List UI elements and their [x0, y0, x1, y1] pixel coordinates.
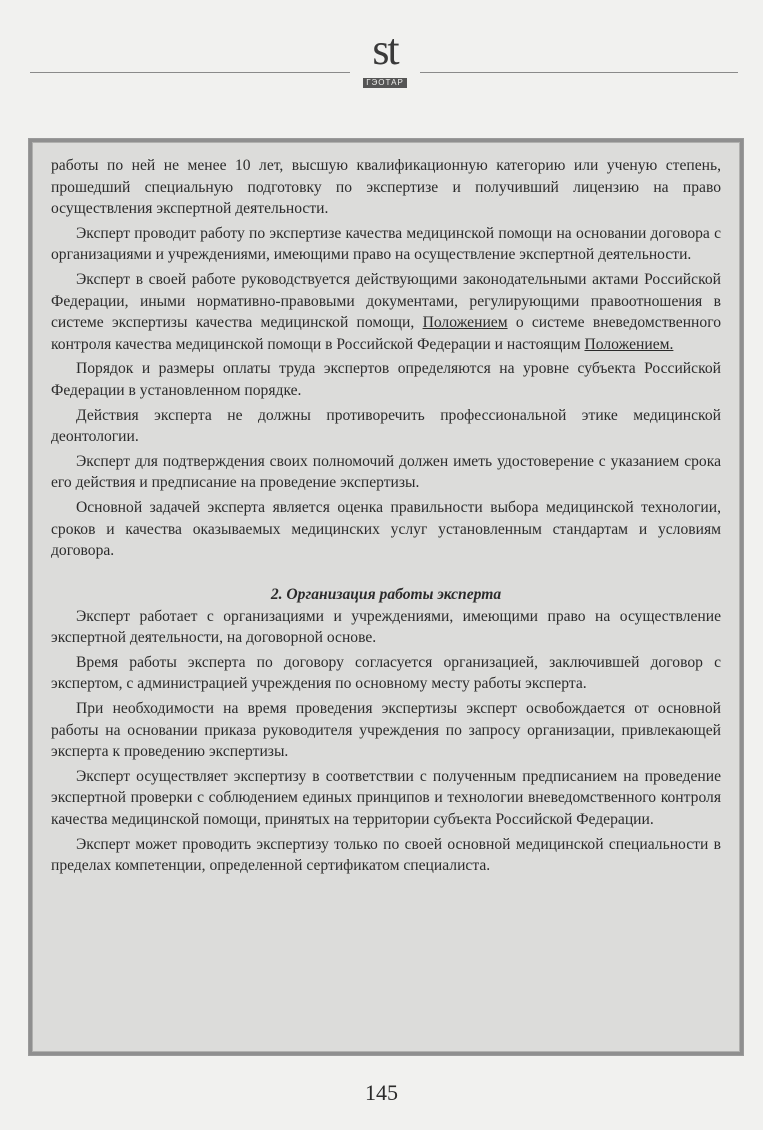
- header-rule-right: [420, 72, 738, 73]
- section-title: 2. Организация работы эксперта: [270, 585, 502, 603]
- paragraph-10: При необходимости на время проведения экспертизы эксперт освобождается от основной работы на основании приказа руководителя учреждения по запросу организации, привлекающей эксперта к проведению экспертизы.: [51, 700, 721, 761]
- paragraph-3-text-a: Эксперт в своей работе руководствуется действующими законодательными актами Российской Федерации, иными нормативно-правовыми документами, регулирующими правоотношения в системе экспертизы качества медицинской помощи,: [51, 270, 721, 332]
- regulation-link-1[interactable]: Положением: [422, 314, 508, 332]
- paragraph-7: Основной задачей эксперта является оценка правильности выбора медицинской технологии, сроков и качества оказываемых медицинских услуг установленным стандартам и условиям договора.: [51, 498, 721, 560]
- page-header: [0, 0, 763, 120]
- text-frame: [28, 138, 744, 1056]
- paragraph-8: Эксперт работает с организациями и учреждениями, имеющими право на осуществление экспертной деятельности, на договорной основе.: [51, 607, 721, 647]
- paragraph-11: Эксперт осуществляет экспертизу в соответствии с полученным предписанием на проведение экспертной проверки с соблюдением единых принципов и технологии вневедомственного контроля качества медицинской помощи, принятых на территории субъекта Российской Федерации.: [51, 767, 721, 829]
- paragraph-1: работы по ней не менее 10 лет, высшую квалификационную категорию или ученую степень, прошедший специальную подготовку по экспертизе и получивший лицензию на право осуществления экспертной деятельности.: [51, 157, 721, 218]
- paragraph-6: Эксперт для подтверждения своих полномочий должен иметь удостоверение с указанием срока его действия и предписание на проведение экспертизы.: [51, 452, 721, 492]
- paragraph-3: [51, 269, 721, 355]
- page-number: 145: [365, 1080, 398, 1105]
- logo-mark: st: [372, 25, 398, 74]
- header-rule-left: [30, 72, 350, 73]
- publisher-logo: [352, 25, 418, 88]
- paragraph-4: Порядок и размеры оплаты труда экспертов определяются на уровне субъекта Российской Федерации в установленном порядке.: [51, 360, 721, 399]
- text-frame-inner: [32, 142, 740, 1052]
- paragraph-3-text-b: о системе вневедомственного контроля качества медицинской помощи в Российской Федерации и настоящим: [51, 314, 721, 353]
- paragraph-5: Действия эксперта не должны противоречить профессиональной этике медицинской деонтологии.: [51, 406, 721, 446]
- logo-subtext: ГЭОТАР: [363, 78, 407, 88]
- paragraph-12: Эксперт может проводить экспертизу только по своей основной медицинской специальности в пределах компетенции, определенной сертификатом специалиста.: [51, 835, 721, 875]
- regulation-link-2[interactable]: Положением.: [584, 335, 674, 353]
- paragraph-2: Эксперт проводит работу по экспертизе качества медицинской помощи на основании договора с организациями и учреждениями, имеющими право на осуществление экспертной деятельности.: [51, 224, 721, 264]
- paragraph-9: Время работы эксперта по договору согласуется организацией, заключившей договор с экспертом, с администрацией учреждения по основному месту работы эксперта.: [51, 653, 721, 693]
